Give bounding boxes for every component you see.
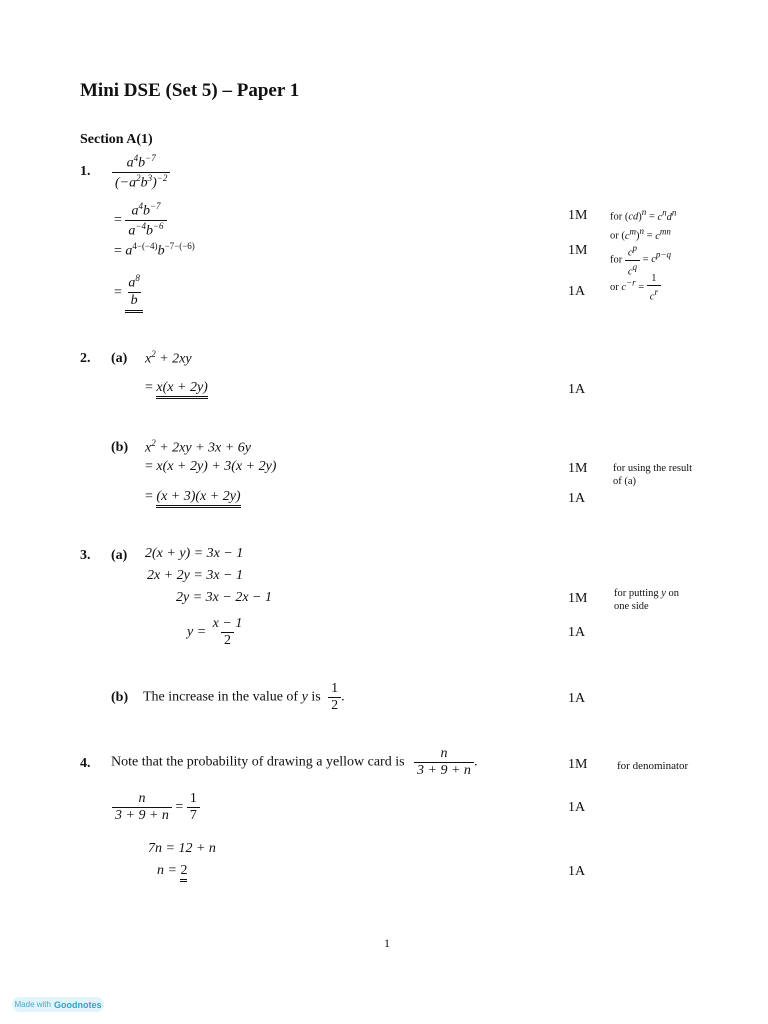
q3a-note: for putting y on one side [614,588,680,612]
q3a-answer: y = $\frac{x - 1}{2}$ [187,616,243,648]
q4-mark-1: 1M [568,757,588,772]
q1-step-1: = $\frac{a^4b^{-7}}{a^{-4}b^{-6}}$ [114,201,167,239]
q1-note-4: or $c^{-r}$ = $\frac{1}{c^r}$ [610,272,661,304]
question-number-4: 4. [80,756,91,771]
q4-equation: $\frac{n}{3 + 9 + n}$ = $\frac{1}{7}$ [112,791,200,824]
page-number: 1 [384,936,390,950]
q1-mark-3: 1A [568,284,586,299]
q4-note: for denominator [617,760,689,772]
q1-mark-2: 1M [568,243,588,258]
question-number-2: 2. [80,351,91,366]
q2b-expression: $x^2 + 2xy + 3x + 6y$ [145,438,251,456]
q3a-line-2: 2x + 2y = 3x − 1 [147,568,243,583]
question-number-3: 3. [80,548,91,563]
goodnotes-badge[interactable] [12,997,104,1012]
q2-part-a: (a) [111,351,128,366]
q3a-mark-1: 1M [568,591,588,606]
q2b-mark-1: 1M [568,461,588,476]
q1-note-1: for $(cd)^n = c^nd^n$ [610,207,677,223]
q2a-mark: 1A [568,382,586,397]
q2a-expression: $x^2 + 2xy$ [145,349,192,367]
badge-prefix: Made with [14,1000,51,1009]
q1-note-2: or $(c^m)^n = c^{mn}$ [610,226,671,242]
q3-part-a: (a) [111,548,128,563]
q2-part-b: (b) [111,440,129,455]
q4-answer: n = 2 [157,863,187,879]
q4-statement: Note that the probability of drawing a yellow card is $\frac{n}{3 + 9 + n}$ . [111,746,478,778]
q3a-mark-2: 1A [568,625,586,640]
q3a-line-3: 2y = 3x − 2x − 1 [176,590,272,605]
badge-brand: Goodnotes [53,999,102,1010]
q4-mark-3: 1A [568,864,586,879]
q3b-mark: 1A [568,691,586,706]
section-heading: Section A(1) [80,132,153,147]
q2a-answer: = x(x + 2y) [145,380,208,396]
q2b-step: = x(x + 2y) + 3(x + 2y) [145,459,277,474]
q3b-statement: The increase in the value of y is $\frac{1}{2}$ . [143,681,345,713]
q4-step: 7n = 12 + n [148,841,216,856]
q4-mark-2: 1A [568,800,586,815]
q1-expression: $\frac{a^4b^{-7}}{(-a^2b^3)^{-2}}$ [112,153,170,191]
q1-answer: = $\frac{a^8}{b}$ [114,273,143,313]
q2b-answer: = (x + 3)(x + 2y) [145,489,241,505]
page-title: Mini DSE (Set 5) – Paper 1 [80,80,300,101]
q1-step-2: = $a^{4-(-4)}b^{-7-(-6)}$ [114,241,195,259]
q1-note-3: for $\frac{c^p}{c^q}$ = $c^{p-q}$ [610,243,671,277]
q3a-line-1: 2(x + y) = 3x − 1 [145,546,244,561]
q2b-mark-2: 1A [568,491,586,506]
q3-part-b: (b) [111,690,129,705]
q1-mark-1: 1M [568,208,588,223]
q2b-note: for using the result of (a) [613,463,693,487]
question-number-1: 1. [80,164,91,179]
